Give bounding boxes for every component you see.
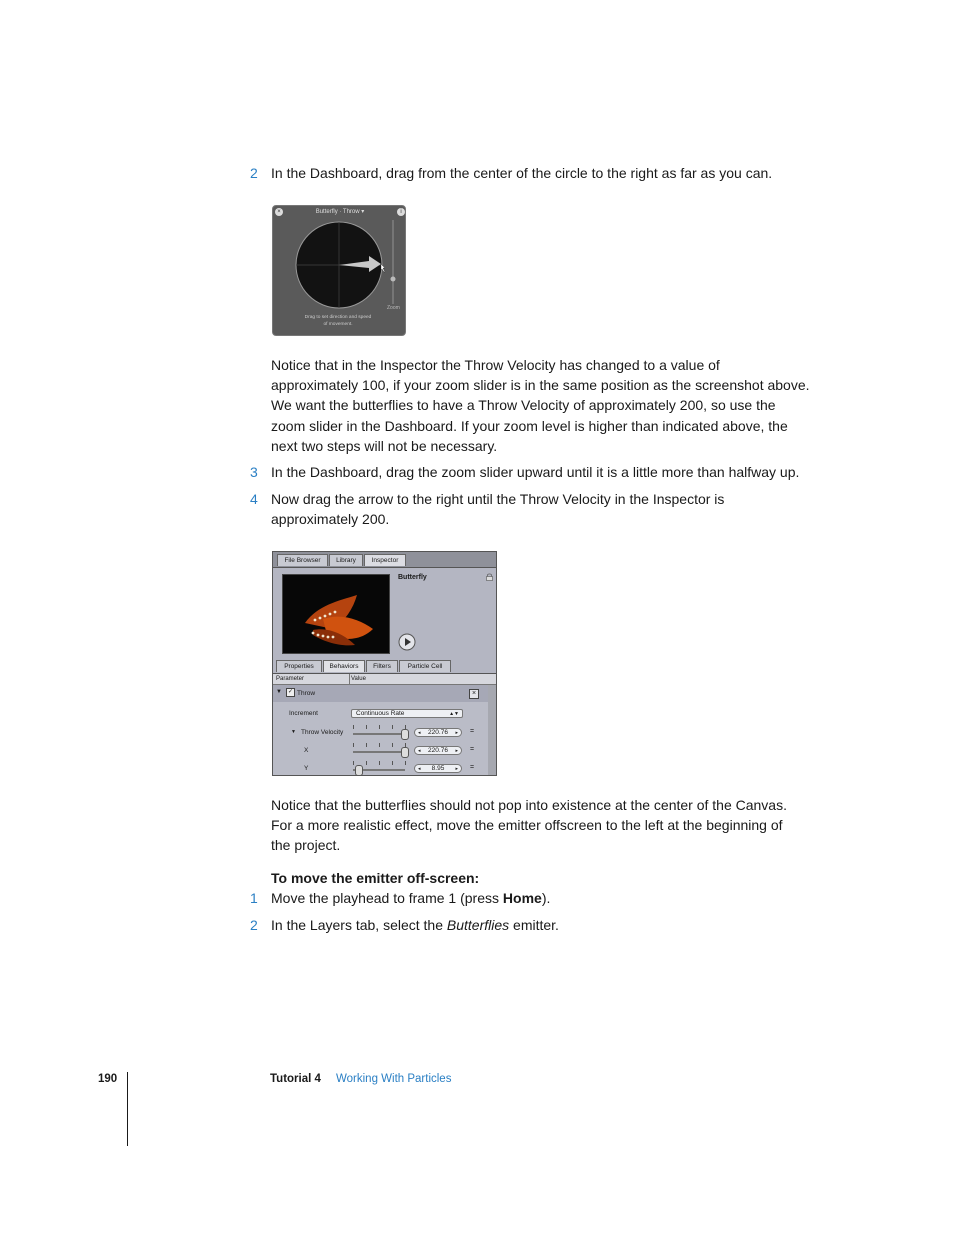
zoom-slider-thumb (391, 277, 396, 282)
x-label: X (304, 747, 309, 754)
link-icon[interactable]: = (470, 764, 475, 771)
tab-file-browser[interactable]: File Browser (277, 554, 328, 566)
footer-rule (127, 1072, 128, 1146)
notice-paragraph-2: Notice that the butterflies should not pop into existence at the center of the Canvas. For a more realistic effect, move the emitter offscreen to the left at the beginning of the project. (271, 797, 787, 854)
y-row (273, 761, 497, 776)
decrement-arrow-icon[interactable]: ◂ (418, 766, 421, 772)
decrement-arrow-icon[interactable]: ◂ (418, 730, 421, 736)
slider-ticks (353, 725, 405, 730)
tab-behaviors[interactable]: Behaviors (323, 660, 365, 672)
slider-thumb[interactable] (401, 729, 409, 740)
select-arrows-icon: ▲▼ (449, 711, 459, 717)
step-number: 2 (250, 917, 258, 933)
step-text: In the Dashboard, drag from the center of the circle to the right as far as you can. (271, 165, 773, 181)
col-parameter: Parameter (276, 676, 305, 682)
increment-select[interactable]: Continuous Rate ▲▼ (351, 709, 463, 718)
hud-caption: Drag to set direction and speed of movement. (304, 315, 372, 327)
remove-behavior-button[interactable]: × (469, 689, 479, 699)
step-text: In the Layers tab, select the Butterflies emitter. (271, 917, 559, 933)
slider-thumb[interactable] (355, 765, 363, 776)
inspector-figure (272, 551, 497, 776)
tab-library[interactable]: Library (329, 554, 363, 566)
behavior-row-throw[interactable] (273, 685, 497, 702)
tab-particle-cell[interactable]: Particle Cell (399, 660, 451, 672)
y-label: Y (304, 765, 309, 772)
footer-chapter-link[interactable]: Working With Particles (336, 1073, 452, 1085)
lock-icon[interactable] (486, 573, 493, 581)
disclosure-triangle-icon[interactable]: ▼ (291, 729, 296, 735)
x-slider[interactable] (353, 751, 405, 753)
emitter-name: Butterflies (446, 917, 510, 933)
throw-velocity-value[interactable]: ◂ 220.76 ▸ (414, 728, 462, 737)
increment-row (273, 707, 497, 721)
throw-velocity-label: Throw Velocity (301, 729, 344, 736)
info-icon: i (397, 208, 405, 216)
dashboard-hud-figure (272, 205, 406, 336)
step-number: 1 (250, 890, 258, 906)
step-text: In the Dashboard, drag the zoom slider upward until it is a little more than halfway up. (271, 464, 800, 480)
increment-arrow-icon[interactable]: ▸ (455, 748, 458, 754)
column-headers (273, 674, 497, 685)
home-key: Home (502, 890, 542, 906)
throw-velocity-row (273, 725, 497, 741)
slider-ticks (353, 743, 405, 748)
column-divider (349, 674, 350, 684)
throw-velocity-slider[interactable] (353, 733, 405, 735)
link-icon[interactable]: = (470, 746, 475, 753)
butterfly-image (283, 575, 389, 653)
task-heading: To move the emitter off-screen: (271, 870, 480, 886)
step-number: 2 (250, 165, 258, 181)
disclosure-triangle-icon[interactable]: ▼ (276, 689, 282, 695)
footer-tutorial: Tutorial 4 (270, 1073, 321, 1085)
inspector-tab-bar (273, 552, 497, 568)
step-number: 3 (250, 464, 258, 480)
zoom-label: Zoom (387, 305, 400, 311)
col-value: Value (351, 676, 366, 682)
decrement-arrow-icon[interactable]: ◂ (418, 748, 421, 754)
step-text: Now drag the arrow to the right until the Throw Velocity in the Inspector is approximately 200. (271, 491, 725, 528)
page-number: 190 (98, 1073, 118, 1085)
step-text: Move the playhead to frame 1 (press Home). (271, 890, 551, 906)
x-row (273, 743, 497, 759)
enable-checkbox[interactable]: ✓ (287, 689, 294, 695)
increment-arrow-icon[interactable]: ▸ (455, 766, 458, 772)
x-value[interactable]: ◂ 220.76 ▸ (414, 746, 462, 755)
tab-properties[interactable]: Properties (276, 660, 322, 672)
butterfly-preview-image (282, 574, 390, 654)
link-icon[interactable]: = (470, 728, 475, 735)
step-number: 4 (250, 491, 258, 507)
y-value[interactable]: ◂ 8.95 ▸ (414, 764, 462, 773)
increment-label: Increment (289, 710, 318, 717)
tab-filters[interactable]: Filters (366, 660, 398, 672)
play-icon[interactable] (398, 633, 416, 651)
hud-title: Butterfly · Throw ▾ (315, 209, 365, 215)
slider-thumb[interactable] (401, 747, 409, 758)
inspector-subtab-bar (273, 659, 497, 674)
notice-paragraph-1: Notice that in the Inspector the Throw Velocity has changed to a value of approximately 100, if your zoom slider is in the same position as the screenshot above. We want the butterflies to have a Throw Velocity of approximately 200, so use the zoom slider in the Dashboard. If your zoom level is higher than indicated above, the next two steps will not be necessary. (271, 357, 810, 454)
increment-arrow-icon[interactable]: ▸ (455, 730, 458, 736)
behavior-name: Throw (297, 690, 316, 697)
tab-inspector[interactable]: Inspector (364, 554, 406, 566)
object-name: Butterfly (398, 574, 427, 581)
close-icon: × (275, 208, 283, 216)
